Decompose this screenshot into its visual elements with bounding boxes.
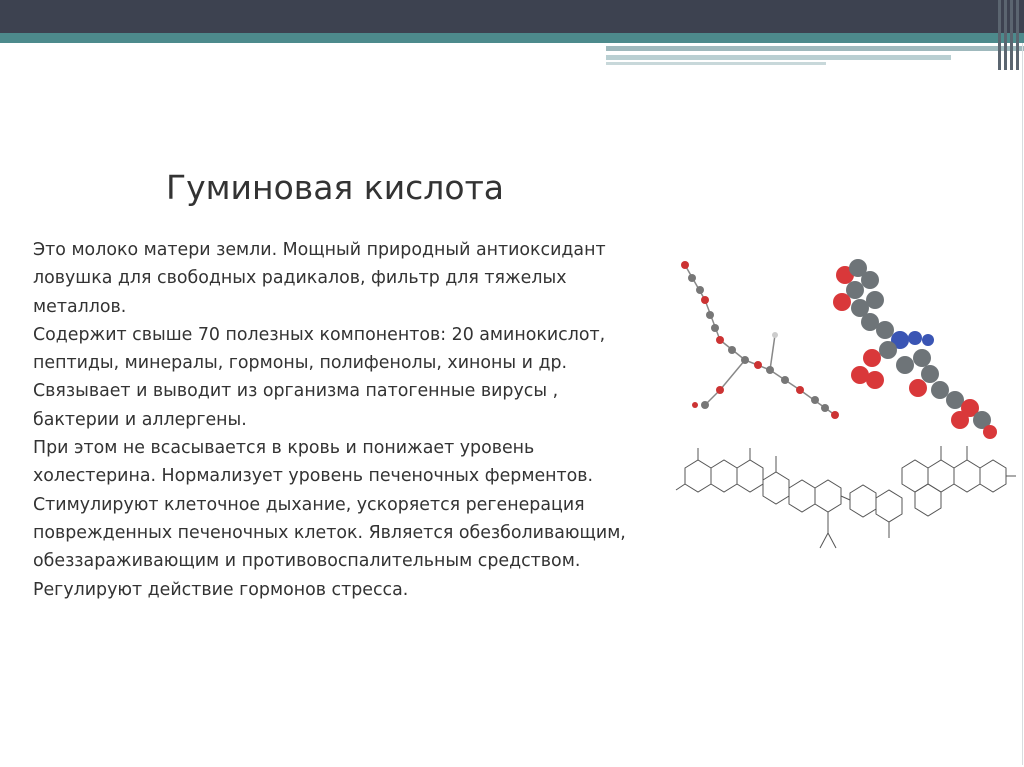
body-line: металлов. — [33, 296, 127, 317]
body-line: холестерина. Нормализует уровень печеночных ферментов. — [33, 466, 594, 487]
header-teal-bar — [0, 33, 1024, 43]
body-line: бактерии и аллергены. — [33, 409, 247, 430]
hexagon-rings — [685, 460, 1006, 522]
slide-title: Гуминовая кислота — [166, 168, 505, 207]
body-line: ловушка для свободных радикалов, фильтр для тяжелых — [33, 268, 567, 289]
molecule-3d-image — [660, 240, 1020, 440]
slide-body — [33, 236, 693, 604]
body-line: Регулируют действие гормонов стресса. — [33, 579, 409, 600]
body-line: Стимулируют клеточное дыхание, ускоряется регенерация — [33, 494, 585, 515]
body-line: Содержит свыше 70 полезных компонентов: 20 аминокислот, — [33, 324, 606, 345]
space-filling-atoms — [833, 259, 997, 439]
body-line: пептиды, минералы, гормоны, полифенолы, хиноны и др. — [33, 353, 568, 374]
body-line: поврежденных печеночных клеток. Является обезболивающим, — [33, 522, 626, 543]
body-line: При этом не всасывается в кровь и понижает уровень — [33, 438, 535, 459]
ball-stick-chain — [685, 265, 835, 415]
header-dark-bar — [0, 0, 1024, 33]
structural-formula-image — [670, 438, 1020, 563]
body-line: Это молоко матери земли. Мощный природный антиоксидант — [33, 240, 606, 260]
body-line: Связывает и выводит из организма патогенные вирусы , — [33, 381, 559, 402]
ball-stick-atoms — [681, 261, 839, 419]
body-line: обеззараживающим и противовоспалительным средством. — [33, 551, 581, 572]
